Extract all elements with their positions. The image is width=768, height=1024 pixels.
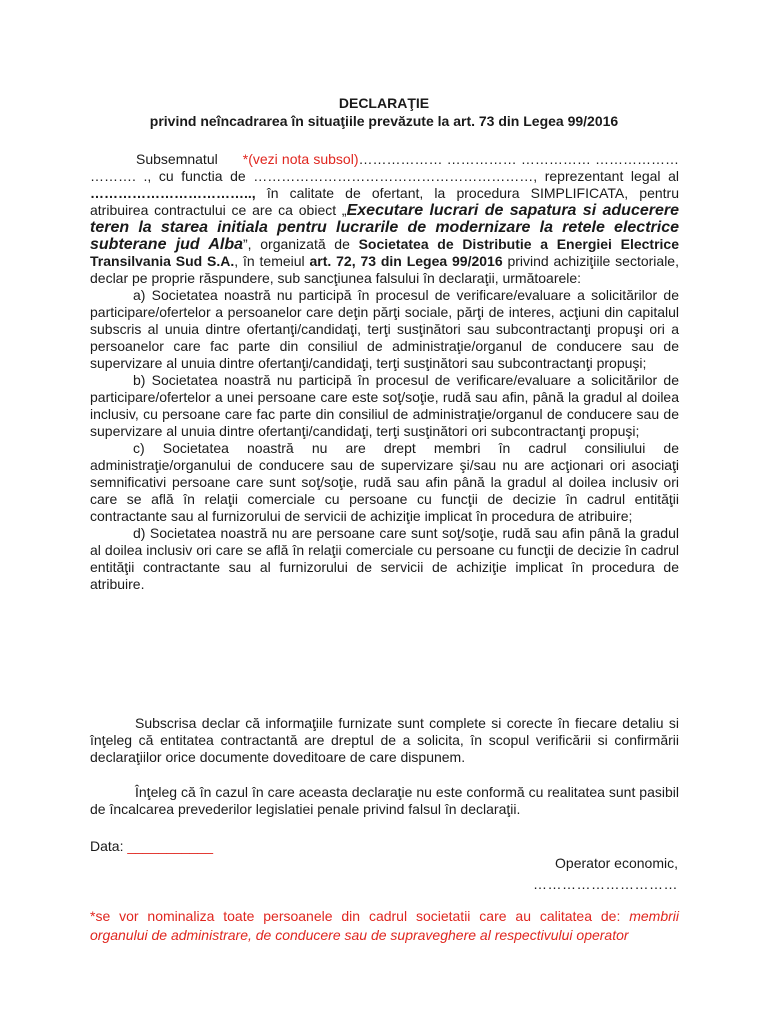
declaration-item-d: d) Societatea noastră nu are persoane care sunt soţ/soţie, rudă sau afin până la gradul al doilea inclusiv ori care se află în relaţii comerciale cu persoane cu funcţii de decizie în cadrul entităţii contractante sau al furnizorului de servicii de achiziţie implicat în procedura de atribuire. [90,525,679,592]
date-blank: ___________ [127,838,214,854]
footnote [90,907,679,945]
operator-label: Operator economic, [555,855,678,871]
declaration-paragraph [90,715,679,766]
document-title: DECLARAŢIE [338,95,430,111]
company-placeholder-dots: …………………………….., [90,185,256,201]
intro-rest: privind achiziţiile sectoriale, declar pe proprie răspundere, sub sancţiunea falsului în declaraţii, următoarele: [90,253,679,286]
intro-paragraph [90,151,679,593]
note-reference: *(vezi nota subsol) [242,151,359,167]
subsemnatul-label: Subsemnatul [136,151,218,167]
organizata-text: ”, organizată de [243,236,350,252]
temeiul-text: , în temeiul [234,253,305,269]
warning-paragraph [90,784,679,818]
declaration-item-c: c) Societatea noastră nu are drept membri în cadrul consiliului de administraţie/organului de conducere sau de supervizare şi/sau nu are acţionari ori asociaţi semnificativi persoane care sunt soţ/soţie, rudă sau afin până la gradul al doilea inclusiv ori care se află în relaţii comerciale cu persoane cu funcţii de decizie în cadrul entităţii contractante sau al furnizorului de servicii de achiziţie implicat în procedura de atribuire; [90,440,679,524]
operator-signature-dots: ………………………… [533,876,678,892]
name-placeholder-dots: ……………… …………… …………… [358,151,591,167]
date-label: Data: [90,838,124,854]
footnote-italic-text: membrii organului de administrare, de conducere sau de supraveghere al respectivului operator [90,908,679,943]
contract-object: Executare lucrari de sapatura si aducerere teren la starea initiala pentru lucrarile de modernizare la retele electrice subterane jud Alba [90,202,680,253]
functia-placeholder-dots: ……………………………………………………, [253,168,538,184]
footnote-text: *se vor nominaliza toate persoanele din cadrul societatii care au calitatea de: [90,908,621,924]
functia-label: cu functia de [158,168,246,184]
declaration-item-b: b) Societatea noastră nu participă în procesul de verificare/evaluare a solicitărilor de participare/ofertelor a unei persoane care este soţ/soţie, rudă sau afin, până la gradul al doilea inclusiv, cu persoane care fac parte din consiliul de administraţie/organul de conducere sau de supervizare al unuia dintre ofertanţi/candidaţi, terţi susţinători ori subcontractanţi propuşi; [90,372,679,439]
name-placeholder-dots-2: ……………… ………. ., [90,151,679,184]
intro-text [90,151,679,287]
reprezentant-label: reprezentant legal al [544,168,679,184]
organizer-company: Societatea de Distributie a Energiei Electrice Transilvania Sud S.A. [90,236,679,269]
warning-text: Înţeleg că în cazul în care aceasta declaraţie nu este conformă cu realitatea sunt pasibil de încalcarea prevederilor legislatiei penale privind falsul în declaraţii. [90,784,679,817]
legal-articles: art. 72, 73 din Legea 99/2016 [309,253,503,269]
calitate-text: în calitate de ofertant, la procedura SIMPLIFICATA, pentru atribuirea contractului ce are ca obiect „ [90,185,680,218]
date-line [90,838,213,854]
declaration-text: Subscrisa declar că informaţiile furnizate sunt complete si corecte în fiecare detaliu si înţeleg că entitatea contractantă are dreptul de a solicita, în scopul verificării si confirmării declaraţiilor orice documente doveditoare de care dispunem. [90,715,679,765]
document-subtitle: privind neîncadrarea în situaţiile prevăzute la art. 73 din Legea 99/2016 [149,113,619,129]
declaration-item-a: a) Societatea noastră nu participă în procesul de verificare/evaluare a solicitărilor de participare/ofertelor a persoanelor care deţin părţi sociale, părţi de interes, acţiuni din capitalul subscris al unuia dintre ofertanţi/candidaţi, terţi susţinători sau subcontractanţi propuşi ori a persoanelor care fac parte din consiliul de administraţie/organul de conducere sau de supervizare al unuia dintre ofertanţi/candidaţi, terţi susţinători sau subcontractanţi propuşi; [90,287,679,371]
